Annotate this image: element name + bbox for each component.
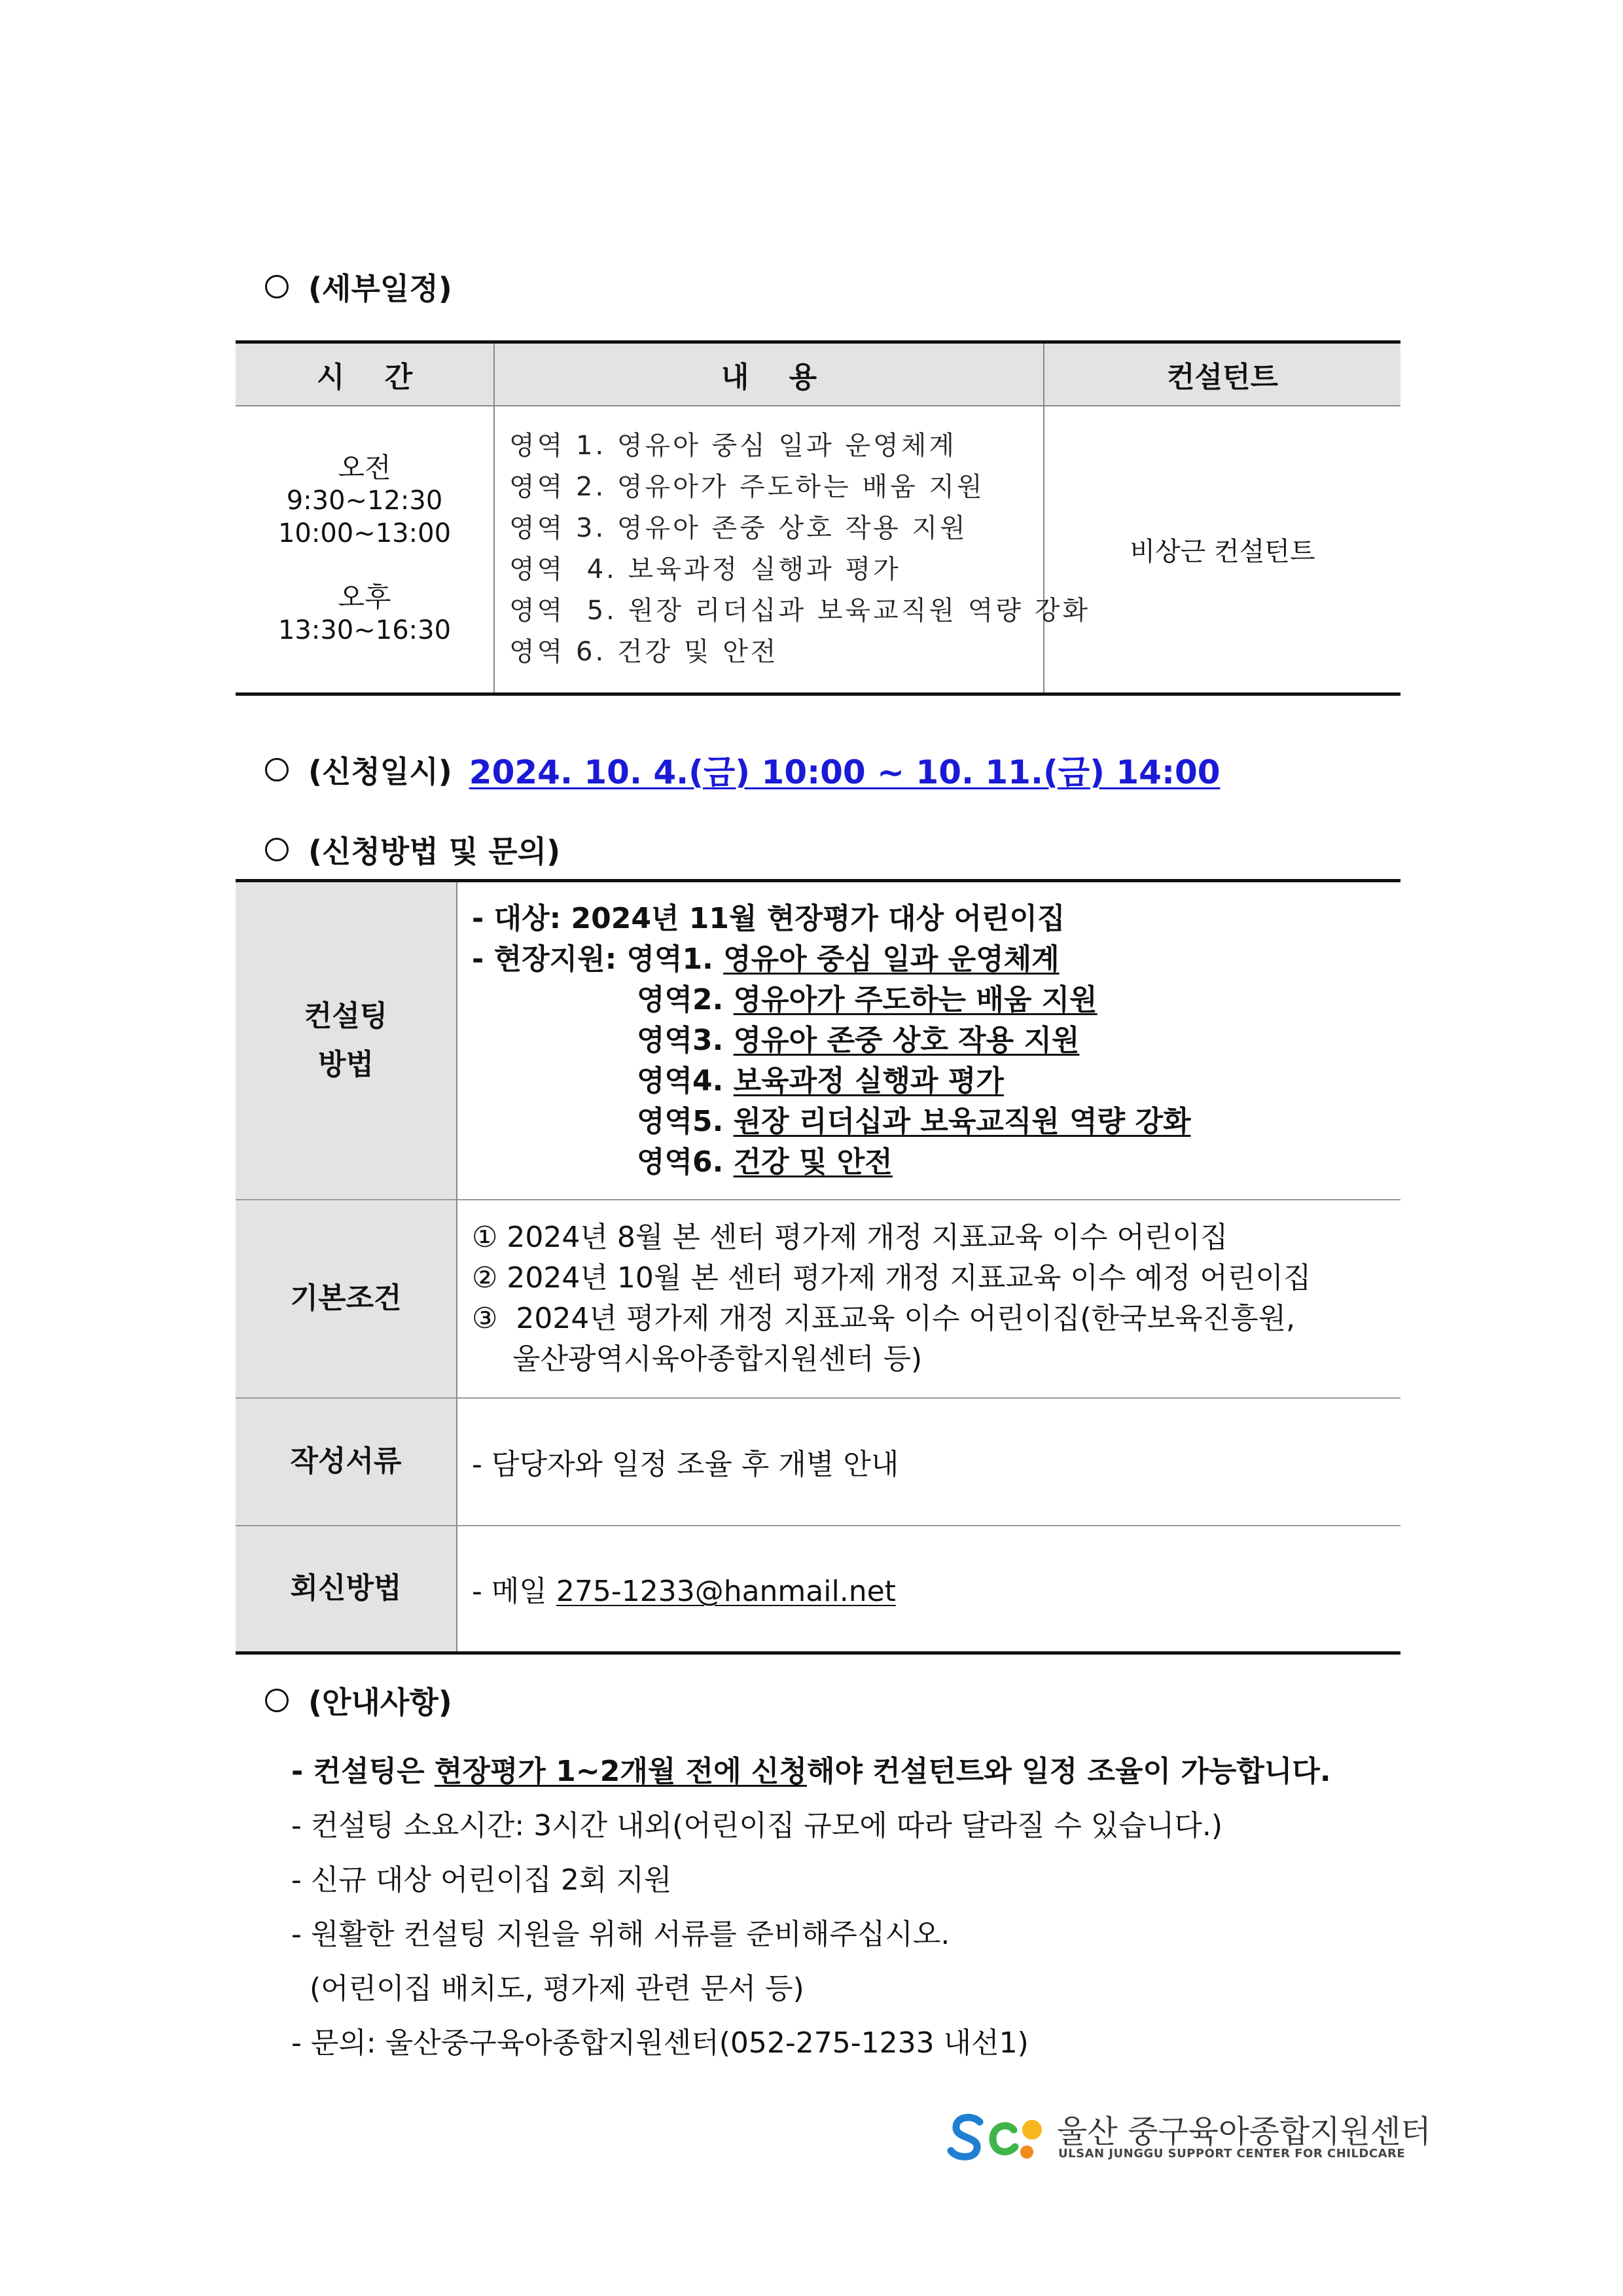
- consulting-value: [457, 881, 1400, 1200]
- time-am-1: 9:30~12:30: [286, 486, 443, 516]
- time-pm-label: 오후: [338, 581, 391, 614]
- condition-item: ③ 2024년 평가제 개정 지표교육 이수 어린이집(한국보육진흥원,: [472, 1302, 1296, 1335]
- time-am-2: 10:00~13:00: [277, 518, 452, 549]
- time-am-label: 오전: [338, 452, 391, 484]
- conditions-row: [236, 1200, 1400, 1398]
- notice-item: (어린이집 배치도, 평가제 관련 문서 등): [291, 1972, 804, 2005]
- consulting-area: 영역3. 영유아 존중 상호 작용 지원: [637, 1023, 1080, 1057]
- logo-name-en: ULSAN JUNGGU SUPPORT CENTER FOR CHILDCARE: [1058, 2147, 1406, 2161]
- consulting-area: 영역5. 원장 리더십과 보육교직원 역량 강화: [637, 1104, 1191, 1138]
- method-heading: (신청방법 및 문의): [265, 828, 560, 871]
- consulting-support: - 현장지원: 영역1. 영유아 중심 일과 운영체계: [472, 942, 1060, 976]
- consulting-area: 영역6. 건강 및 안전: [637, 1145, 893, 1179]
- consulting-target: - 대상: 2024년 11월 현장평가 대상 어린이집: [472, 901, 1065, 935]
- documents-label: 작성서류: [236, 1398, 457, 1526]
- circle-bullet-icon: [265, 838, 289, 861]
- header-time: 시 간: [236, 342, 494, 406]
- center-logo-icon: [946, 2104, 1050, 2169]
- condition-item-cont: 울산광역시육아종합지원센터 등): [512, 1342, 923, 1376]
- area-item: 영역 2. 영유아가 주도하는 배움 지원: [509, 472, 985, 503]
- circle-bullet-icon: [265, 275, 289, 298]
- consulting-area: 영역2. 영유아가 주도하는 배움 지원: [637, 982, 1097, 1016]
- time-cell: [236, 406, 494, 694]
- notice-list: [291, 1744, 1331, 2070]
- application-dates: 2024. 10. 4.(금) 10:00 ~ 10. 11.(금) 14:00: [469, 753, 1221, 791]
- notice-item: - 신규 대상 어린이집 2회 지원: [291, 1863, 672, 1897]
- area-item: 영역 5. 원장 리더십과 보육교직원 역량 강화: [509, 596, 1091, 626]
- area-item: 영역 4. 보육과정 실행과 평가: [509, 554, 901, 585]
- header-content: 내 용: [494, 342, 1044, 406]
- schedule-table: [236, 340, 1400, 696]
- schedule-header-row: [236, 342, 1400, 406]
- area-item: 영역 6. 건강 및 안전: [509, 637, 779, 668]
- areas-cell: [494, 406, 1091, 694]
- notice-item: - 컨설팅 소요시간: 3시간 내외(어린이집 규모에 따라 달라질 수 있습니다.): [291, 1809, 1222, 1842]
- application-heading: (신청일시) 2024. 10. 4.(금) 10:00 ~ 10. 11.(금) 14:00: [265, 746, 1221, 793]
- schedule-row: [236, 406, 1400, 694]
- notice-item: - 문의: 울산중구육아종합지원센터(052-275-1233 내선1): [291, 2026, 1029, 2060]
- consulting-area: 영역4. 보육과정 실행과 평가: [637, 1064, 1004, 1098]
- reply-row: [236, 1526, 1400, 1653]
- logo-name-ko: 울산 중구육아종합지원센터: [1057, 2113, 1431, 2150]
- condition-item: ② 2024년 10월 본 센터 평가제 개정 지표교육 이수 예정 어린이집: [472, 1261, 1311, 1295]
- method-table: [236, 879, 1400, 1655]
- consulting-label: 컨설팅 방법: [236, 881, 457, 1200]
- area-item: 영역 3. 영유아 존중 상호 작용 지원: [509, 513, 968, 544]
- documents-row: [236, 1398, 1400, 1526]
- circle-bullet-icon: [265, 1689, 289, 1712]
- reply-label: 회신방법: [236, 1526, 457, 1653]
- condition-item: ① 2024년 8월 본 센터 평가제 개정 지표교육 이수 어린이집: [472, 1221, 1228, 1254]
- notice-item: - 컨설팅은 현장평가 1~2개월 전에 신청해야 컨설턴트와 일정 조율이 가능합니다.: [291, 1755, 1331, 1788]
- conditions-label: 기본조건: [236, 1200, 457, 1398]
- center-logo: [946, 2101, 1431, 2173]
- circle-bullet-icon: [265, 758, 289, 781]
- consultant-cell: 비상근 컨설턴트: [1044, 406, 1400, 694]
- consulting-row: [236, 881, 1400, 1200]
- notice-item: - 원활한 컨설팅 지원을 위해 서류를 준비해주십시오.: [291, 1918, 950, 1951]
- conditions-value: [457, 1200, 1400, 1398]
- header-consultant: 컨설턴트: [1044, 342, 1400, 406]
- documents-value: - 담당자와 일정 조율 후 개별 안내: [457, 1398, 1400, 1526]
- area-item: 영역 1. 영유아 중심 일과 운영체계: [509, 431, 957, 461]
- email-link[interactable]: 275-1233@hanmail.net: [556, 1575, 896, 1609]
- notice-heading: (안내사항): [265, 1679, 452, 1722]
- reply-value: - 메일 275-1233@hanmail.net: [457, 1526, 1400, 1653]
- time-pm-1: 13:30~16:30: [277, 615, 452, 646]
- schedule-heading: (세부일정): [265, 265, 452, 308]
